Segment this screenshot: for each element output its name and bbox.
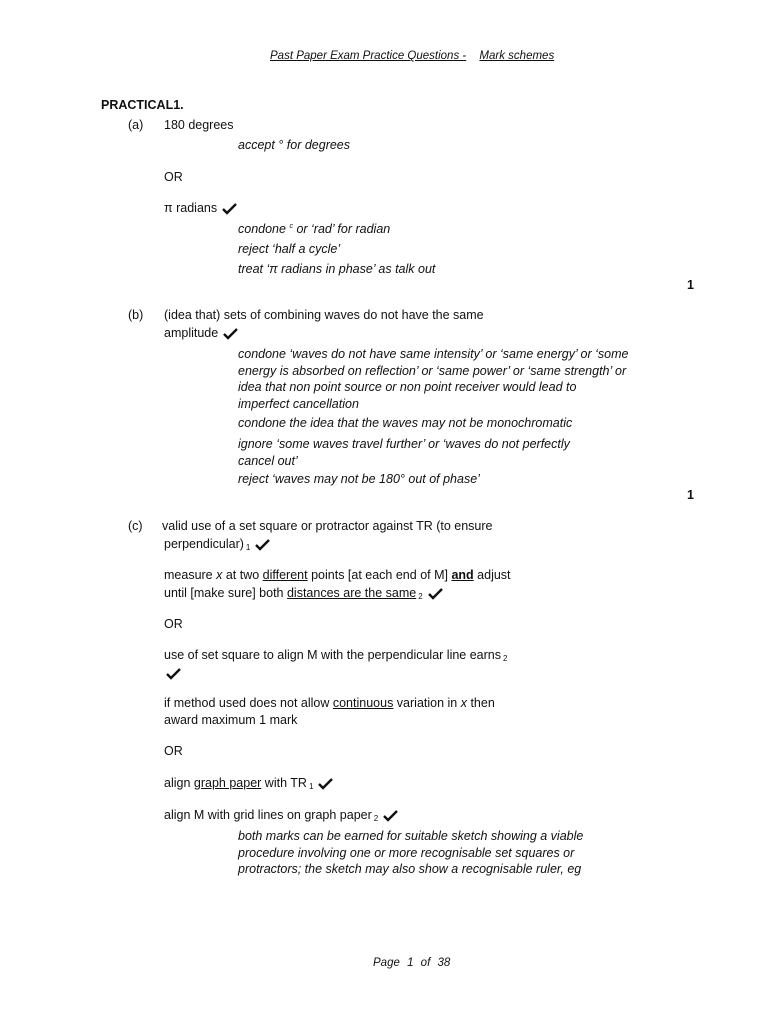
- practical-title: PRACTICAL1.: [101, 98, 184, 112]
- part-b-note-1: condone ‘waves do not have same intensity’ or ‘same energy’ or ‘some energy is absorbed on reflection’ or ‘same power’ or ‘same strength’ or idea that non point source or non point receiver would lead to imperfect cancellation: [238, 347, 629, 411]
- header-subtitle: Mark schemes: [479, 50, 555, 62]
- tick-icon: [428, 588, 443, 600]
- part-c-label: (c): [128, 519, 143, 533]
- part-c-or-1: OR: [164, 617, 183, 631]
- page-footer: Page 1 of 38: [373, 957, 451, 969]
- part-a-note-condone: condone $^c$ or ‘rad’ for radian: [238, 222, 391, 236]
- part-b-line2: amplitude: [164, 326, 219, 340]
- part-a-answer2-row: [164, 201, 237, 215]
- part-a-note-treat: treat ‘π radians in phase’ as talk out: [238, 262, 436, 276]
- part-b-label: (b): [128, 308, 144, 322]
- tick-icon: [383, 810, 398, 822]
- part-c-p4-line2: award maximum 1 mark: [164, 713, 298, 727]
- part-c-p1-line2-row: perpendicular) $_1$: [164, 537, 270, 552]
- part-b-line2-row: [164, 326, 238, 340]
- part-b-note-4: reject ‘waves may not be 180° out of phase’: [238, 472, 480, 486]
- part-b-note-2: condone the idea that the waves may not be monochromatic: [238, 416, 573, 430]
- part-a-note-accept: accept ° for degrees: [238, 138, 351, 152]
- part-a-mark: 1: [687, 278, 694, 292]
- tick-icon: [318, 778, 333, 790]
- part-b-line1: (idea that) sets of combining waves do not have the same: [164, 308, 484, 322]
- tick-icon: [166, 668, 181, 680]
- part-a-answer1: 180 degrees: [164, 118, 234, 132]
- part-a-note-reject: reject ‘half a cycle’: [238, 242, 341, 256]
- part-c-p5: align graph paper with TR $_1$: [164, 776, 333, 791]
- part-c-p1-line1: valid use of a set square or protractor against TR (to ensure: [162, 519, 493, 533]
- part-c-p2-line1: measure x at two different points [at each end of M] and adjust: [164, 568, 511, 582]
- header-title: Past Paper Exam Practice Questions -: [270, 50, 467, 62]
- part-c-p6: align M with grid lines on graph paper $_2$: [164, 808, 398, 823]
- page-header: [270, 50, 554, 62]
- part-a-or: OR: [164, 170, 183, 184]
- part-c-p3: use of set square to align M with the perpendicular line earns $_2$: [164, 648, 508, 663]
- part-c-note: both marks can be earned for suitable sketch showing a viable procedure involving one or more recognisable set squares or protractors; the sketch may also show a recognisable ruler, eg: [238, 829, 584, 876]
- tick-icon: [222, 203, 237, 215]
- part-c-or-2: OR: [164, 744, 183, 758]
- part-b-mark: 1: [687, 488, 694, 502]
- part-b-note-3: ignore ‘some waves travel further’ or ‘waves do not perfectly cancel out’: [238, 437, 570, 468]
- tick-icon: [223, 328, 238, 340]
- part-a-answer2: π radians: [164, 201, 218, 215]
- part-c-p4-line1: if method used does not allow continuous variation in x then: [164, 696, 495, 710]
- part-a-label: (a): [128, 118, 144, 132]
- tick-icon: [255, 539, 270, 551]
- part-c-p2-line2: until [make sure] both distances are the same $_2$: [164, 586, 443, 601]
